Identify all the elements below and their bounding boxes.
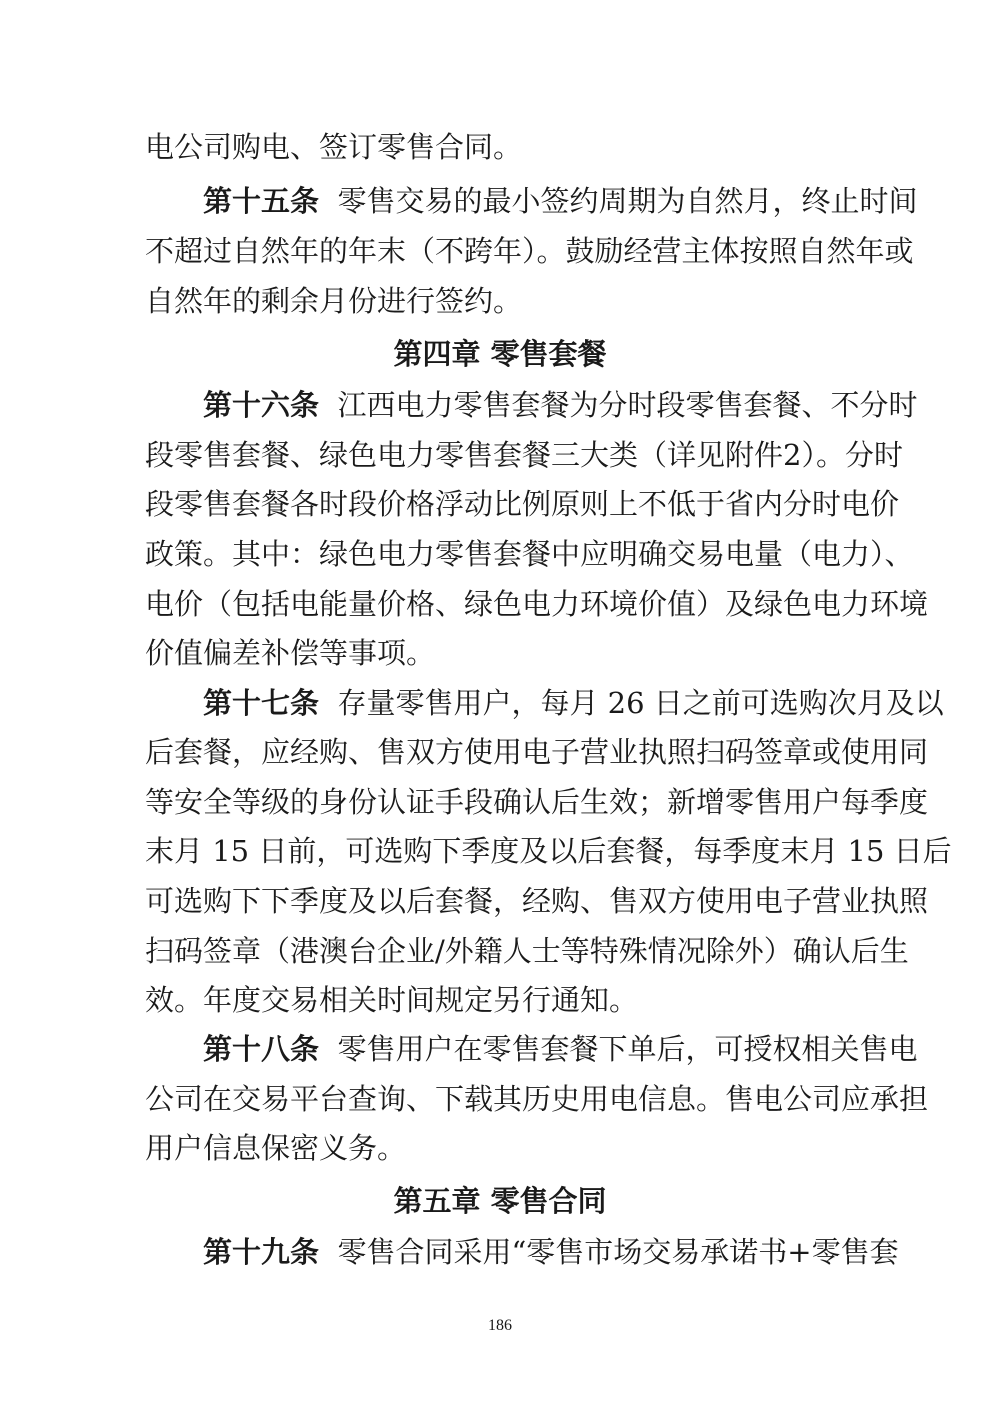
article-15-first-line xyxy=(203,182,918,220)
article-number: 第十九条 xyxy=(203,1235,320,1269)
paragraph-line: 段零售套餐各时段价格浮动比例原则上不低于省内分时电价 xyxy=(145,487,900,521)
article-text: 零售交易的最小签约周期为自然月，终止时间 xyxy=(337,184,918,218)
chapter-heading: 第四章 零售套餐 xyxy=(393,337,607,371)
paragraph-line: 扫码签章（港澳台企业/外籍人士等特殊情况除外）确认后生 xyxy=(145,934,909,968)
article-number: 第十八条 xyxy=(203,1032,320,1066)
paragraph-line: 自然年的剩余月份进行签约。 xyxy=(145,284,523,318)
article-text: 存量零售用户，每月 26 日之前可选购次月及以 xyxy=(337,686,944,720)
paragraph-line: 等安全等级的身份认证手段确认后生效；新增零售用户每季度 xyxy=(145,785,929,819)
article-text: 零售合同采用“零售市场交易承诺书+零售套 xyxy=(337,1235,899,1269)
paragraph-line: 末月 15 日前，可选购下季度及以后套餐，每季度末月 15 日后 xyxy=(145,834,952,868)
paragraph-line: 段零售套餐、绿色电力零售套餐三大类（详见附件2）。分时 xyxy=(145,438,903,472)
article-text: 江西电力零售套餐为分时段零售套餐、不分时 xyxy=(337,388,918,422)
paragraph-line: 电价（包括电能量价格、绿色电力环境价值）及绿色电力环境 xyxy=(145,587,929,621)
paragraph-line: 电公司购电、签订零售合同。 xyxy=(145,130,523,164)
paragraph-line: 价值偏差补偿等事项。 xyxy=(145,636,436,670)
page-number: 186 xyxy=(488,1317,512,1334)
chapter-heading: 第五章 零售合同 xyxy=(393,1184,607,1218)
article-number: 第十七条 xyxy=(203,686,320,720)
article-text: 零售用户在零售套餐下单后，可授权相关售电 xyxy=(337,1032,918,1066)
article-16-first-line xyxy=(203,386,918,424)
paragraph-line: 用户信息保密义务。 xyxy=(145,1131,407,1165)
paragraph-line: 不超过自然年的年末（不跨年）。鼓励经营主体按照自然年或 xyxy=(145,234,914,268)
article-17-first-line xyxy=(203,684,944,722)
article-18-first-line xyxy=(203,1030,918,1068)
paragraph-line: 政策。其中：绿色电力零售套餐中应明确交易电量（电力）、 xyxy=(145,537,914,571)
paragraph-line: 效。年度交易相关时间规定另行通知。 xyxy=(145,983,639,1017)
article-19-first-line xyxy=(203,1233,899,1271)
paragraph-line: 可选购下下季度及以后套餐，经购、售双方使用电子营业执照 xyxy=(145,884,929,918)
article-number: 第十五条 xyxy=(203,184,320,218)
paragraph-line: 后套餐，应经购、售双方使用电子营业执照扫码签章或使用同 xyxy=(145,735,929,769)
paragraph-line: 公司在交易平台查询、下载其历史用电信息。售电公司应承担 xyxy=(145,1082,929,1116)
article-number: 第十六条 xyxy=(203,388,320,422)
